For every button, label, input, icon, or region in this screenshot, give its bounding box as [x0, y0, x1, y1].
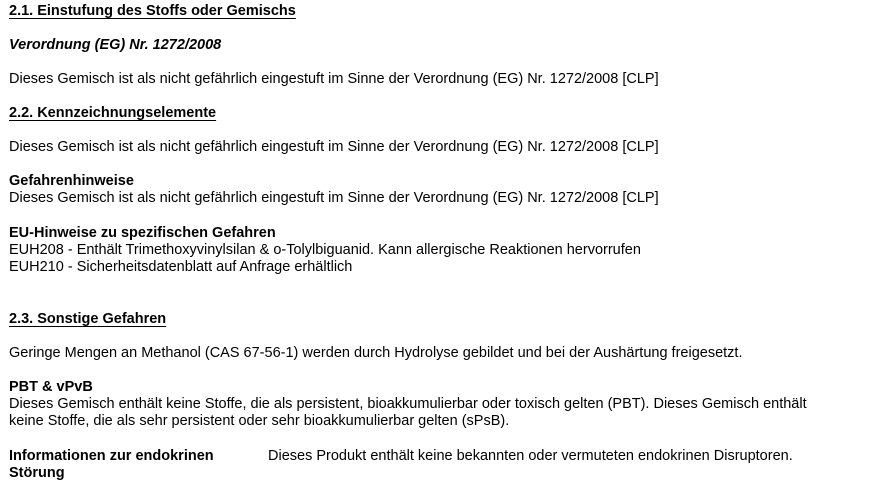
regulation-text: Dieses Gemisch ist als nicht gefährlich eingestuft im Sinne der Verordnung (EG) Nr. 1272/2008 [CLP] — [9, 71, 659, 87]
other-hazards-text: Geringe Mengen an Methanol (CAS 67-56-1) werden durch Hydrolyse gebildet und bei der Aushärtung freigesetzt. — [9, 345, 743, 361]
section-2-1-heading-text: 2.1. Einstufung des Stoffs oder Gemischs — [9, 3, 296, 19]
endocrine-label-line: Informationen zur endokrinen — [9, 448, 214, 464]
section-2-2-heading-text: 2.2. Kennzeichnungselemente — [9, 105, 217, 121]
endocrine-label — [9, 448, 214, 482]
section-2-2-heading — [9, 105, 226, 122]
labelling-text: Dieses Gemisch ist als nicht gefährlich eingestuft im Sinne der Verordnung (EG) Nr. 1272/2008 [CLP] — [9, 139, 659, 155]
section-2-3-heading — [9, 311, 178, 328]
pbt-title: PBT & vPvB — [9, 379, 93, 395]
pbt-text-line: Dieses Gemisch enthält keine Stoffe, die als persistent, bioakkumulierbar oder toxisch gelten (PBT). Dieses Gemisch enthält — [9, 396, 807, 412]
eu-hazard-line: EUH210 - Sicherheitsdatenblatt auf Anfrage erhältlich — [9, 259, 353, 275]
section-2-3-heading-text: 2.3. Sonstige Gefahren — [9, 311, 167, 327]
eu-hazard-line: EUH208 - Enthält Trimethoxyvinylsilan & o-Tolylbiguanid. Kann allergische Reaktionen hervorrufen — [9, 242, 641, 258]
hazard-statements-text: Dieses Gemisch ist als nicht gefährlich eingestuft im Sinne der Verordnung (EG) Nr. 1272/2008 [CLP] — [9, 190, 659, 206]
regulation-title: Verordnung (EG) Nr. 1272/2008 — [9, 37, 222, 53]
hazard-statements-title: Gefahrenhinweise — [9, 173, 134, 189]
section-2-1-heading — [9, 3, 314, 20]
endocrine-label-line: Störung — [9, 465, 65, 481]
eu-hazards-title: EU-Hinweise zu spezifischen Gefahren — [9, 225, 276, 241]
pbt-text-line: keine Stoffe, die als sehr persistent oder sehr bioakkumulierbar gelten (sPsB). — [9, 413, 510, 429]
endocrine-text: Dieses Produkt enthält keine bekannten oder vermuteten endokrinen Disruptoren. — [268, 448, 793, 464]
